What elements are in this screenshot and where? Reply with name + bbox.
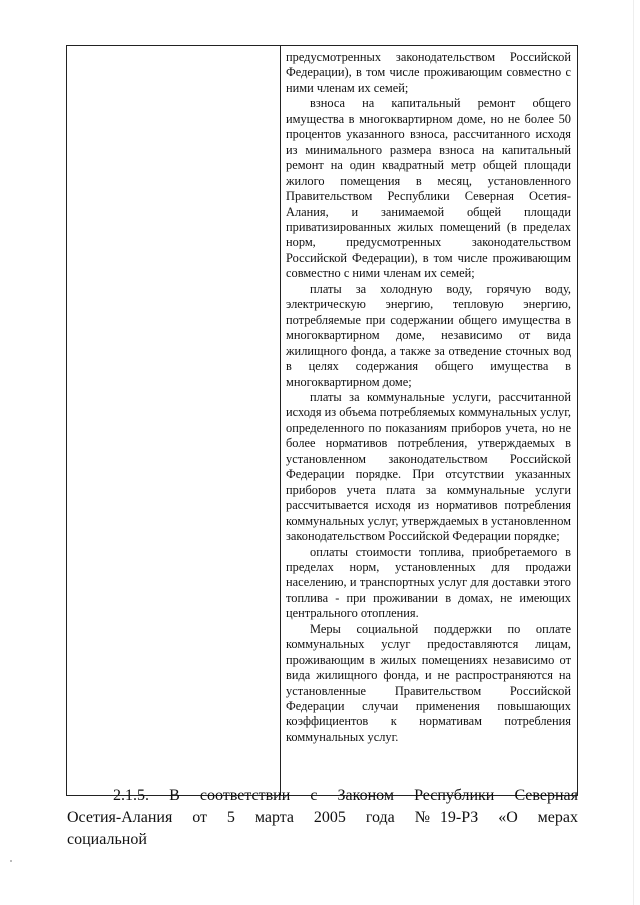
column-divider: [280, 46, 281, 795]
section-2-1-5-paragraph: 2.1.5. В соответствии с Законом Республики Северная Осетия-Алания от 5 марта 2005 года №19-РЗ «О мерах социальной: [67, 787, 578, 848]
table-paragraph-4: платы за коммунальные услуги, рассчитанной исходя из объема потребляемых коммунальных услуг, определенного по показаниям приборов учета, но не более нормативов потребления, утверждаемых в установленном законодательством Российской Федерации порядке. При отсутствии указанных приборов учета плата за коммунальные услуги рассчитывается исходя из нормативов потребления коммунальных услуг, утверждаемых в установленном законодательством Российской Федерации порядке;: [286, 389, 571, 544]
table-paragraph-3: платы за холодную воду, горячую воду, электрическую энергию, тепловую энергию, потребляемые при содержании общего имущества в многоквартирном доме, независимо от вида жилищного фонда, а также за отведение сточных вод в целях содержания общего имущества в многоквартирном доме;: [286, 281, 571, 389]
document-body: [67, 785, 578, 851]
table-paragraph-6: Меры социальной поддержки по оплате коммунальных услуг предоставляются лицам, проживающим в жилых помещениях независимо от вида жилищного фонда, и не распространяются на установленные Правительством Российской Федерации случаи применения повышающих коэффициентов к нормативам потребления коммунальных услуг.: [286, 621, 571, 744]
table-left-cell: [67, 46, 280, 795]
table-paragraph-1: предусмотренных законодательством Российской Федерации), в том числе проживающим совместно с ними членам их семей;: [286, 50, 571, 95]
table-paragraph-2: взноса на капитальный ремонт общего имущества в многоквартирном доме, но не более 50 процентов указанного взноса, рассчитанного исходя из минимального размера взноса на капитальный ремонт на один квадратный метр общей площади жилого помещения в месяц, установленного Правительством Республики Северная Осетия-Алания, и занимаемой общей площади приватизированных жилых помещений (в пределах норм, предусмотренных законодательством Российской Федерации), в том числе проживающим совместно с ними членам их семей;: [286, 96, 571, 281]
table-paragraph-5: оплаты стоимости топлива, приобретаемого в пределах норм, установленных для продажи населению, и транспортных услуг для доставки этого топлива - при проживании в домах, не имеющих центрального отопления.: [286, 544, 571, 621]
scan-artifact: [10, 860, 12, 862]
table-right-cell: [286, 50, 571, 745]
scan-edge: [633, 0, 634, 905]
benefits-table: [66, 45, 578, 796]
